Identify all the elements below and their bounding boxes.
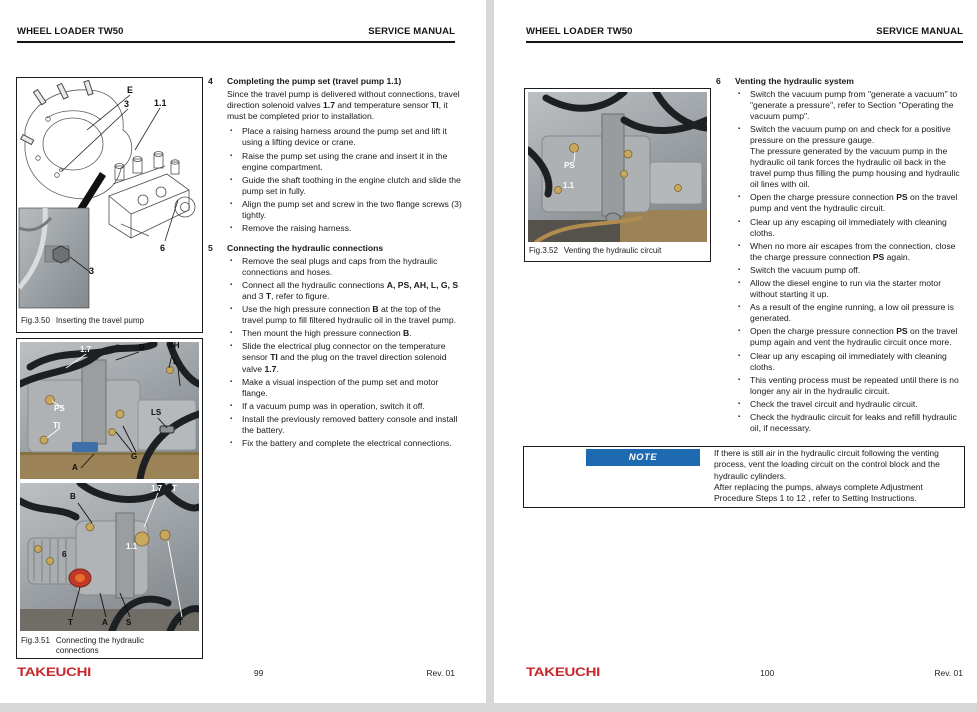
fig351b-label-A: A bbox=[102, 618, 108, 627]
bullet-item: ▪ Clear up any escaping oil immediately with cleaning cloths. bbox=[735, 351, 966, 373]
bullet-item: ▪ Then mount the high pressure connection B. bbox=[227, 328, 464, 339]
fig351b-label-6: 6 bbox=[62, 550, 67, 559]
fig351a-label-L: L bbox=[173, 357, 178, 366]
fig351-photo-bottom bbox=[20, 483, 199, 631]
fig351b-label-B: B bbox=[70, 492, 76, 501]
header-model: WHEEL LOADER TW50 bbox=[526, 26, 633, 37]
bullet-item: ▪ Guide the shaft toothing in the engine clutch and slide the pump set in fully. bbox=[227, 175, 464, 197]
bullet-item: ▪ Slide the electrical plug connector on the temperature sensor TI and the plug on the travel direction solenoid valve 1.7. bbox=[227, 341, 464, 374]
left-text-column bbox=[208, 76, 464, 458]
figure-3-51 bbox=[16, 338, 203, 659]
bullet-item: ▪ Align the pump set and screw in the two flange screws (3) tightly. bbox=[227, 199, 464, 221]
fig350-drawing bbox=[17, 78, 202, 310]
bullet-item: ▪ Clear up any escaping oil immediately with cleaning cloths. bbox=[735, 217, 966, 239]
page-footer bbox=[17, 664, 455, 681]
page-number: 99 bbox=[253, 667, 264, 678]
fig352-photo bbox=[528, 92, 707, 242]
ls-valve bbox=[160, 426, 174, 433]
fig351a-label-B: B bbox=[139, 343, 145, 352]
fig351a-label-TI: TI bbox=[53, 421, 61, 430]
bullet-item: ▪ Raise the pump set using the crane and insert it in the engine compartment. bbox=[227, 151, 464, 173]
bullet-item: ▪ Make a visual inspection of the pump set and motor flange. bbox=[227, 377, 464, 399]
section-4-title: Completing the pump set (travel pump 1.1) bbox=[227, 76, 402, 86]
fig350-label-3b: 3 bbox=[89, 266, 95, 276]
fig351b-label-T2: T bbox=[178, 618, 183, 627]
fig352-caption bbox=[529, 246, 708, 256]
section-5-title: Connecting the hydraulic connections bbox=[227, 243, 384, 254]
section-5-number: 5 bbox=[208, 243, 213, 254]
fig351-caption-text: Connecting the hydraulic connections bbox=[55, 636, 144, 655]
bullet-item: ▪ Remove the seal plugs and caps from the hydraulic connections and hoses. bbox=[227, 256, 464, 278]
bullet-item: ▪ Open the charge pressure connection PS on the travel pump and vent the hydraulic circuit. bbox=[735, 192, 966, 214]
fig351-photo-top bbox=[20, 342, 199, 479]
bullet-item: ▪ Use the high pressure connection B at the top of the travel pump to fill filtered hydraulic oil in the travel pump. bbox=[227, 304, 464, 326]
bullet-item: ▪ If a vacuum pump was in operation, switch it off. bbox=[227, 401, 464, 412]
fig351b-label-T-top: T bbox=[172, 484, 177, 493]
bullet-item: ▪ Allow the diesel engine to run via the starter motor without starting it up. bbox=[735, 278, 966, 300]
fig350-label-11: 1.1 bbox=[154, 98, 167, 108]
fig350-label-E: E bbox=[127, 85, 134, 95]
takeuchi-logo: TAKEUCHI bbox=[526, 665, 600, 680]
bullet-item: ▪ Fix the battery and complete the electrical connections. bbox=[227, 438, 464, 449]
page-number: 100 bbox=[760, 667, 775, 678]
right-text-column bbox=[716, 76, 966, 443]
figure-3-50 bbox=[16, 77, 203, 333]
bullet-item: ▪ When no more air escapes from the connection, close the charge pressure connection PS again. bbox=[735, 241, 966, 263]
takeuchi-logo: TAKEUCHI bbox=[17, 665, 91, 680]
fig351a-label-A: A bbox=[72, 463, 78, 472]
bullet-item: ▪ Place a raising harness around the pump set and lift it using a lifting device or crane. bbox=[227, 126, 464, 148]
revision-label: Rev. 01 bbox=[426, 667, 455, 678]
fig351a-label-AH: AH bbox=[168, 342, 180, 350]
fig352-caption-text: Venting the hydraulic circuit bbox=[563, 246, 662, 255]
pump-assembly-outline bbox=[109, 152, 195, 239]
bullet-item: ▪ Check the travel circuit and hydraulic circuit. bbox=[735, 399, 966, 410]
fig350-caption bbox=[21, 316, 200, 326]
fig350-caption-number: Fig.3.50 bbox=[21, 316, 50, 325]
page-99 bbox=[0, 0, 486, 703]
fig351a-label-G: G bbox=[131, 452, 138, 461]
fig352-caption-number: Fig.3.52 bbox=[529, 246, 558, 255]
fig351b-label-11: 1.1 bbox=[126, 542, 138, 551]
bullet-item: ▪ Install the previously removed battery console and install the battery. bbox=[227, 414, 464, 436]
bullet-item: ▪ Switch the vacuum pump off. bbox=[735, 265, 966, 276]
header-doc-type: SERVICE MANUAL bbox=[876, 26, 963, 37]
bullet-item: ▪ Switch the vacuum pump on and check for a positive pressure on the pressure gauge. The pressure generated by the vacuum pump in the hydraulic oil tank forces the hydraulic oil back in the travel pump thus filling the pump housing and hydraulic oil lines with oil. bbox=[735, 124, 966, 191]
section-5 bbox=[208, 243, 464, 451]
section-5-bullets bbox=[227, 256, 464, 450]
fig351a-label-LS: LS bbox=[151, 408, 162, 417]
section-6-number: 6 bbox=[716, 76, 721, 86]
fig352-label-PS: PS bbox=[564, 161, 575, 170]
figure-3-52 bbox=[524, 88, 711, 262]
fig351-caption bbox=[21, 636, 200, 656]
bullet-item: ▪ As a result of the engine running, a low oil pressure is generated. bbox=[735, 302, 966, 324]
inset-photo bbox=[19, 208, 89, 308]
fig351b-label-T1: T bbox=[68, 618, 73, 627]
bullet-item: ▪ Check the hydraulic circuit for leaks and refill hydraulic oil, if necessary. bbox=[735, 412, 966, 434]
bullet-item: ▪ This venting process must be repeated until there is no longer any air in the hydraulic circuit. bbox=[735, 375, 966, 397]
section-4-number: 4 bbox=[208, 76, 213, 86]
section-6 bbox=[716, 76, 966, 436]
fig351-caption-number: Fig.3.51 bbox=[21, 636, 50, 645]
bullet-item: ▪ Connect all the hydraulic connections A, PS, AH, L, G, S and 3 T, refer to figure. bbox=[227, 280, 464, 302]
fig350-label-6: 6 bbox=[160, 243, 166, 253]
section-6-title: Venting the hydraulic system bbox=[735, 76, 854, 86]
page-100 bbox=[494, 0, 977, 703]
bullet-item: ▪ Switch the vacuum pump from "generate a vacuum" to "generate a pressure", refer to Section "Operating the vacuum pump". bbox=[735, 89, 966, 122]
bullet-item: ▪ Remove the raising harness. bbox=[227, 223, 464, 234]
fig352-label-11: 1.1 bbox=[563, 181, 575, 190]
revision-label: Rev. 01 bbox=[934, 667, 963, 678]
page-footer bbox=[526, 664, 963, 681]
fig351a-label-PS: PS bbox=[54, 404, 65, 413]
fig351a-label-17: 1.7 bbox=[80, 345, 92, 354]
page-header bbox=[526, 26, 963, 43]
section-4-intro: Since the travel pump is delivered without connections, travel direction solenoid valves 1.7 and temperature sensor TI, it must be completed prior to installation. bbox=[227, 88, 460, 122]
page-header bbox=[17, 26, 455, 43]
note-box bbox=[523, 446, 965, 508]
note-label: NOTE bbox=[586, 449, 700, 466]
fig351b-label-S: S bbox=[126, 618, 132, 627]
note-text: If there is still air in the hydraulic circuit following the venting process, vent the loading circuit on the control block and the hydraulic cylinders. After replacing the pumps, always complete Adjustment Procedure Steps 1 to 12 , refer to Setting Instructions. bbox=[714, 448, 940, 504]
section-4 bbox=[208, 76, 464, 236]
header-doc-type: SERVICE MANUAL bbox=[368, 26, 455, 37]
fig350-label-3a: 3 bbox=[124, 99, 130, 109]
section-4-bullets bbox=[227, 126, 464, 234]
header-model: WHEEL LOADER TW50 bbox=[17, 26, 124, 37]
section-6-bullets bbox=[735, 89, 966, 435]
bullet-item: ▪ Open the charge pressure connection PS on the travel pump again and vent the hydraulic circuit once more. bbox=[735, 326, 966, 348]
fig351b-label-17: 1.7 bbox=[151, 484, 163, 493]
fig350-caption-text: Inserting the travel pump bbox=[55, 316, 144, 325]
